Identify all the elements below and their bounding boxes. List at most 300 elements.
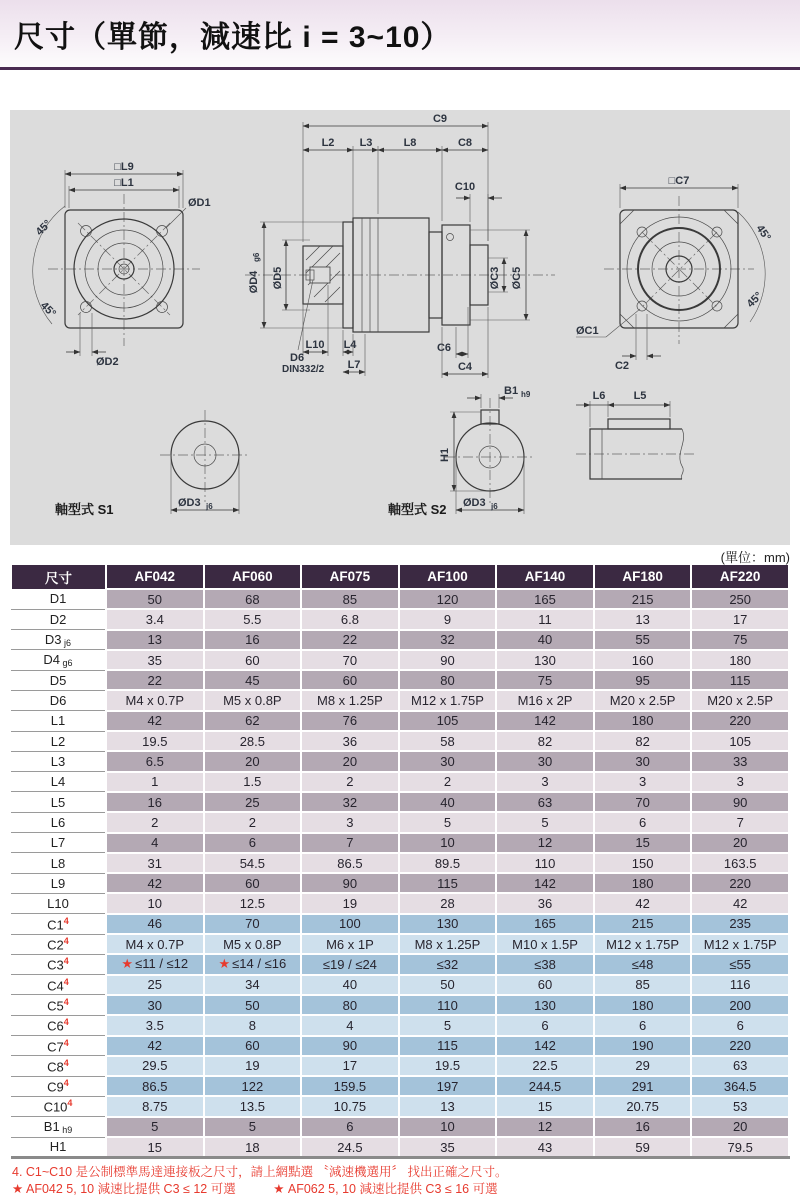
dimension-value-cell: ★ ≤11 / ≤12 xyxy=(106,954,204,974)
dimension-value-cell: 43 xyxy=(496,1137,594,1158)
dimension-value-cell: 19.5 xyxy=(399,1056,497,1076)
dimension-value-cell: 28.5 xyxy=(204,731,302,751)
table-row xyxy=(11,751,789,771)
dim-label-l9: □L9 xyxy=(114,161,134,173)
dimension-value-cell: 90 xyxy=(399,650,497,670)
dimension-value-cell: 5 xyxy=(496,812,594,832)
table-row xyxy=(11,1015,789,1035)
dimension-value-cell: 85 xyxy=(594,975,692,995)
dimension-value-cell: 40 xyxy=(496,630,594,650)
dimension-value-cell: M16 x 2P xyxy=(496,690,594,710)
dimension-value-cell: 30 xyxy=(106,995,204,1015)
dimension-value-cell: 7 xyxy=(691,812,789,832)
dimension-value-cell: 6.8 xyxy=(301,609,399,629)
dimension-value-cell: 35 xyxy=(106,650,204,670)
dim-label-l1: □L1 xyxy=(114,177,134,189)
dim-label-c6: C6 xyxy=(436,342,451,354)
dim-label-l5: L5 xyxy=(633,390,647,402)
dim-label-c4: C4 xyxy=(457,361,473,373)
dimension-value-cell: 95 xyxy=(594,670,692,690)
dimension-value-cell: 215 xyxy=(594,914,692,934)
dimension-value-cell: 3 xyxy=(594,772,692,792)
dimension-value-cell: 25 xyxy=(106,975,204,995)
row-label: D3 $_{j6}$ xyxy=(11,630,106,650)
table-row xyxy=(11,914,789,934)
dimension-value-cell: 120 xyxy=(399,589,497,609)
column-header: AF220 xyxy=(691,565,789,589)
dimension-value-cell: 50 xyxy=(204,995,302,1015)
dimension-value-cell: 12 xyxy=(496,833,594,853)
dimension-value-cell: 244.5 xyxy=(496,1076,594,1096)
dimension-value-cell: 3 xyxy=(691,772,789,792)
dimension-value-cell: ≤19 / ≤24 xyxy=(301,954,399,974)
dimension-value-cell: 86.5 xyxy=(301,853,399,873)
row-label: L3 xyxy=(11,751,106,771)
dimension-value-cell: 142 xyxy=(496,711,594,731)
dim-label-d4-fit: g6 xyxy=(252,252,261,262)
dim-label-c1: ØC1 xyxy=(576,325,599,337)
dimension-value-cell: 25 xyxy=(204,792,302,812)
table-row xyxy=(11,690,789,710)
table-row xyxy=(11,1137,789,1158)
dimension-value-cell: 116 xyxy=(691,975,789,995)
dimension-value-cell: 30 xyxy=(594,751,692,771)
shaft-type-s1-label: 軸型式 S1 xyxy=(55,502,114,517)
angle-label-45-right-top: 45° xyxy=(753,222,773,244)
dimension-value-cell: 54.5 xyxy=(204,853,302,873)
dimension-value-cell: 16 xyxy=(204,630,302,650)
dimension-value-cell: 75 xyxy=(691,630,789,650)
dimension-value-cell: 68 xyxy=(204,589,302,609)
dimension-value-cell: 90 xyxy=(301,1036,399,1056)
shaft-type-s1-view xyxy=(55,410,250,517)
table-row xyxy=(11,873,789,893)
row-label: L2 xyxy=(11,731,106,751)
dimension-value-cell: M5 x 0.8P xyxy=(204,934,302,954)
dimension-value-cell: 46 xyxy=(106,914,204,934)
dimension-value-cell: 235 xyxy=(691,914,789,934)
dimension-value-cell: 13 xyxy=(106,630,204,650)
dimension-value-cell: 13 xyxy=(399,1096,497,1116)
table-row xyxy=(11,975,789,995)
dimension-value-cell: 19 xyxy=(301,893,399,913)
dimension-value-cell: M20 x 2.5P xyxy=(691,690,789,710)
dimension-value-cell: M8 x 1.25P xyxy=(399,934,497,954)
table-row xyxy=(11,853,789,873)
dim-label-l8: L8 xyxy=(403,137,417,149)
dimension-value-cell: 42 xyxy=(691,893,789,913)
column-header: 尺寸 xyxy=(11,565,106,589)
dim-label-d5: ØD5 xyxy=(272,266,284,290)
table-row xyxy=(11,792,789,812)
row-label: D4 $_{g6}$ xyxy=(11,650,106,670)
dim-label-d3-fit-s2: j6 xyxy=(491,502,498,511)
row-label: D6 xyxy=(11,690,106,710)
shaft-type-s2-label: 軸型式 S2 xyxy=(388,502,447,517)
dimension-value-cell: 19 xyxy=(204,1056,302,1076)
dimension-value-cell: 6 xyxy=(204,833,302,853)
footnote-2 xyxy=(12,1181,788,1198)
dim-label-c2: C2 xyxy=(614,360,630,372)
dimension-value-cell: M6 x 1P xyxy=(301,934,399,954)
dimension-value-cell: 30 xyxy=(496,751,594,771)
dimension-table-head xyxy=(11,565,789,589)
row-label: $C2^4$ xyxy=(11,934,106,954)
dimension-value-cell: 18 xyxy=(204,1137,302,1158)
column-header: AF042 xyxy=(106,565,204,589)
dimension-value-cell: 42 xyxy=(106,1036,204,1056)
dimension-value-cell: 22.5 xyxy=(496,1056,594,1076)
dimension-value-cell: 17 xyxy=(301,1056,399,1076)
dim-label-c10: C10 xyxy=(454,181,476,193)
dim-label-c5: ØC5 xyxy=(511,266,523,290)
dimension-value-cell: 180 xyxy=(594,995,692,1015)
dimension-value-cell: 70 xyxy=(301,650,399,670)
dim-label-l3: L3 xyxy=(359,137,373,149)
dimension-value-cell: 24.5 xyxy=(301,1137,399,1158)
row-label: D1 xyxy=(11,589,106,609)
dim-label-c3: ØC3 xyxy=(489,266,501,290)
dimension-value-cell: 15 xyxy=(594,833,692,853)
dimension-value-cell: 34 xyxy=(204,975,302,995)
dim-label-d3-s1: ØD3 xyxy=(178,497,201,509)
dimension-value-cell: 28 xyxy=(399,893,497,913)
dimension-value-cell: 5.5 xyxy=(204,609,302,629)
dimension-value-cell: 130 xyxy=(399,914,497,934)
dimension-value-cell: 4 xyxy=(106,833,204,853)
dimension-value-cell: 6 xyxy=(691,1015,789,1035)
dimension-value-cell: 200 xyxy=(691,995,789,1015)
angle-label-45-top: 45° xyxy=(33,217,54,239)
dim-label-l6: L6 xyxy=(592,390,606,402)
dimension-value-cell: 19.5 xyxy=(106,731,204,751)
table-row xyxy=(11,731,789,751)
dimension-value-cell: 2 xyxy=(106,812,204,832)
dimension-value-cell: 110 xyxy=(496,853,594,873)
dimension-value-cell: 11 xyxy=(496,609,594,629)
dim-label-d2: ØD2 xyxy=(96,356,119,368)
dimension-value-cell: 3 xyxy=(496,772,594,792)
dim-label-d1: ØD1 xyxy=(188,197,211,209)
dimension-value-cell: 10 xyxy=(106,893,204,913)
dimension-value-cell: M5 x 0.8P xyxy=(204,690,302,710)
column-header: AF075 xyxy=(301,565,399,589)
dimension-value-cell: 13.5 xyxy=(204,1096,302,1116)
dimension-value-cell: 60 xyxy=(204,650,302,670)
table-row xyxy=(11,1096,789,1116)
dimension-value-cell: 35 xyxy=(399,1137,497,1158)
dimension-value-cell: 76 xyxy=(301,711,399,731)
dim-label-d6-standard: DIN332/2 xyxy=(282,364,325,375)
dimension-value-cell: 190 xyxy=(594,1036,692,1056)
dimension-value-cell: 6 xyxy=(496,1015,594,1035)
dimension-value-cell: ★ ≤14 / ≤16 xyxy=(204,954,302,974)
footnotes xyxy=(12,1164,788,1198)
dimension-value-cell: M12 x 1.75P xyxy=(691,934,789,954)
dimension-value-cell: ≤55 xyxy=(691,954,789,974)
dimension-value-cell: 115 xyxy=(691,670,789,690)
dimension-value-cell: 2 xyxy=(301,772,399,792)
row-label: L6 xyxy=(11,812,106,832)
row-label: L1 xyxy=(11,711,106,731)
dimension-value-cell: 5 xyxy=(399,812,497,832)
row-label: $C10^4$ xyxy=(11,1096,106,1116)
dimension-value-cell: 29 xyxy=(594,1056,692,1076)
dim-label-d4: ØD4 xyxy=(248,270,260,294)
dimension-value-cell: ≤32 xyxy=(399,954,497,974)
table-row xyxy=(11,630,789,650)
dimension-value-cell: 16 xyxy=(594,1117,692,1137)
dimension-value-cell: M10 x 1.5P xyxy=(496,934,594,954)
dimension-value-cell: 8 xyxy=(204,1015,302,1035)
table-row xyxy=(11,609,789,629)
dimension-value-cell: 20 xyxy=(691,1117,789,1137)
dimension-value-cell: 6.5 xyxy=(106,751,204,771)
technical-drawing-panel xyxy=(10,110,790,545)
dimension-value-cell: 22 xyxy=(106,670,204,690)
dimension-value-cell: 105 xyxy=(399,711,497,731)
column-header: AF140 xyxy=(496,565,594,589)
dimension-value-cell: 45 xyxy=(204,670,302,690)
row-label: D5 xyxy=(11,670,106,690)
dimension-value-cell: 29.5 xyxy=(106,1056,204,1076)
table-row xyxy=(11,650,789,670)
dimension-value-cell: 1 xyxy=(106,772,204,792)
dimension-value-cell: M20 x 2.5P xyxy=(594,690,692,710)
row-label: $C4^4$ xyxy=(11,975,106,995)
dimension-value-cell: 8.75 xyxy=(106,1096,204,1116)
dimension-value-cell: 4 xyxy=(301,1015,399,1035)
dimension-value-cell: 17 xyxy=(691,609,789,629)
dimension-value-cell: 15 xyxy=(496,1096,594,1116)
column-header: AF060 xyxy=(204,565,302,589)
dimension-value-cell: 50 xyxy=(399,975,497,995)
table-row xyxy=(11,1076,789,1096)
dimension-value-cell: 150 xyxy=(594,853,692,873)
dimension-value-cell: 79.5 xyxy=(691,1137,789,1158)
shaft-side-view xyxy=(576,390,696,479)
dimension-value-cell: M12 x 1.75P xyxy=(399,690,497,710)
row-label: H1 xyxy=(11,1137,106,1158)
dimension-value-cell: 3.5 xyxy=(106,1015,204,1035)
table-row xyxy=(11,1056,789,1076)
dimension-value-cell: 40 xyxy=(301,975,399,995)
dimension-value-cell: 90 xyxy=(301,873,399,893)
row-label: $C9^4$ xyxy=(11,1076,106,1096)
dimension-value-cell: 9 xyxy=(399,609,497,629)
row-label: L7 xyxy=(11,833,106,853)
side-section-view xyxy=(245,113,555,378)
dimension-value-cell: 32 xyxy=(399,630,497,650)
row-label: L5 xyxy=(11,792,106,812)
table-row xyxy=(11,934,789,954)
dim-label-l10: L10 xyxy=(305,339,325,351)
dimension-value-cell: 3 xyxy=(301,812,399,832)
dimension-value-cell: 180 xyxy=(594,873,692,893)
dimension-value-cell: 100 xyxy=(301,914,399,934)
dimension-value-cell: 89.5 xyxy=(399,853,497,873)
dimension-value-cell: 62 xyxy=(204,711,302,731)
dim-label-b1: B1 xyxy=(504,385,519,397)
dimension-value-cell: M12 x 1.75P xyxy=(594,934,692,954)
dimension-value-cell: 60 xyxy=(204,873,302,893)
dim-label-c7: □C7 xyxy=(668,175,690,187)
dimension-value-cell: 90 xyxy=(691,792,789,812)
header-row xyxy=(11,565,789,589)
dimension-value-cell: 82 xyxy=(594,731,692,751)
dimension-value-cell: 63 xyxy=(691,1056,789,1076)
dimension-value-cell: 142 xyxy=(496,873,594,893)
footnote-2a: ★ AF042 5, 10 減速比提供 C3 ≤ 12 可選 xyxy=(12,1182,236,1197)
dimension-value-cell: 12 xyxy=(496,1117,594,1137)
table-row xyxy=(11,772,789,792)
dim-label-d6: D6 xyxy=(290,352,305,364)
table-row xyxy=(11,954,789,974)
dimension-value-cell: 110 xyxy=(399,995,497,1015)
dimension-value-cell: M4 x 0.7P xyxy=(106,690,204,710)
dimension-value-cell: 6 xyxy=(594,812,692,832)
dimension-value-cell: 30 xyxy=(399,751,497,771)
dimension-value-cell: ≤38 xyxy=(496,954,594,974)
row-label: $C6^4$ xyxy=(11,1015,106,1035)
dimension-value-cell: ≤48 xyxy=(594,954,692,974)
dimension-value-cell: 70 xyxy=(594,792,692,812)
dimension-value-cell: 12.5 xyxy=(204,893,302,913)
dimension-value-cell: 364.5 xyxy=(691,1076,789,1096)
dimension-value-cell: 15 xyxy=(106,1137,204,1158)
dimension-value-cell: 197 xyxy=(399,1076,497,1096)
dimension-table-body xyxy=(11,589,789,1158)
dimension-value-cell: 53 xyxy=(691,1096,789,1116)
dimension-value-cell: 130 xyxy=(496,995,594,1015)
dimension-value-cell: 2 xyxy=(399,772,497,792)
dimension-value-cell: 75 xyxy=(496,670,594,690)
dimension-value-cell: 82 xyxy=(496,731,594,751)
dimension-value-cell: 5 xyxy=(204,1117,302,1137)
row-label: $C5^4$ xyxy=(11,995,106,1015)
dimension-value-cell: 10 xyxy=(399,833,497,853)
table-row xyxy=(11,1117,789,1137)
dimension-value-cell: M4 x 0.7P xyxy=(106,934,204,954)
dimension-value-cell: 36 xyxy=(301,731,399,751)
dimension-value-cell: 115 xyxy=(399,1036,497,1056)
dimension-value-cell: 5 xyxy=(399,1015,497,1035)
dimension-value-cell: 142 xyxy=(496,1036,594,1056)
dimension-value-cell: 220 xyxy=(691,1036,789,1056)
dimension-value-cell: 220 xyxy=(691,711,789,731)
dimension-value-cell: 22 xyxy=(301,630,399,650)
angle-label-45-right-bottom: 45° xyxy=(744,289,765,311)
front-view-right xyxy=(576,175,773,372)
dim-label-h1: H1 xyxy=(439,447,451,463)
dim-label-l2: L2 xyxy=(321,137,335,149)
dimension-value-cell: 180 xyxy=(594,711,692,731)
dimension-value-cell: 165 xyxy=(496,589,594,609)
dim-label-d3-s2: ØD3 xyxy=(463,497,486,509)
table-row xyxy=(11,711,789,731)
row-label: $C8^4$ xyxy=(11,1056,106,1076)
dimension-value-cell: 20 xyxy=(204,751,302,771)
row-label: L10 xyxy=(11,893,106,913)
dimension-value-cell: 20.75 xyxy=(594,1096,692,1116)
dimension-value-cell: 7 xyxy=(301,833,399,853)
dimension-value-cell: 42 xyxy=(594,893,692,913)
dimension-value-cell: 55 xyxy=(594,630,692,650)
dimension-value-cell: 85 xyxy=(301,589,399,609)
dimension-value-cell: 31 xyxy=(106,853,204,873)
dimension-value-cell: 105 xyxy=(691,731,789,751)
row-label: $C7^4$ xyxy=(11,1036,106,1056)
table-row xyxy=(11,1036,789,1056)
dimension-value-cell: 20 xyxy=(691,833,789,853)
table-row xyxy=(11,812,789,832)
dimension-value-cell: 59 xyxy=(594,1137,692,1158)
page-title: 尺寸（單節，減速比 i = 3~10） xyxy=(14,20,452,54)
dimension-value-cell: 40 xyxy=(399,792,497,812)
table-row xyxy=(11,670,789,690)
page-title-bar xyxy=(0,0,800,70)
dim-label-c8: C8 xyxy=(457,137,473,149)
dimension-value-cell: 6 xyxy=(594,1015,692,1035)
dimension-value-cell: 36 xyxy=(496,893,594,913)
dimension-value-cell: 80 xyxy=(301,995,399,1015)
dimension-value-cell: 165 xyxy=(496,914,594,934)
dimension-value-cell: 60 xyxy=(496,975,594,995)
dimension-value-cell: 5 xyxy=(106,1117,204,1137)
dimension-value-cell: 20 xyxy=(301,751,399,771)
row-label: L8 xyxy=(11,853,106,873)
table-row xyxy=(11,833,789,853)
dimension-value-cell: 13 xyxy=(594,609,692,629)
dimension-value-cell: 163.5 xyxy=(691,853,789,873)
column-header: AF180 xyxy=(594,565,692,589)
shaft-type-s2-view xyxy=(388,385,535,517)
row-label: L4 xyxy=(11,772,106,792)
dimension-value-cell: 122 xyxy=(204,1076,302,1096)
row-label: D2 xyxy=(11,609,106,629)
dimension-value-cell: 58 xyxy=(399,731,497,751)
dimension-value-cell: 16 xyxy=(106,792,204,812)
dimension-value-cell: 10.75 xyxy=(301,1096,399,1116)
dimension-value-cell: 2 xyxy=(204,812,302,832)
angle-label-45-bottom: 45° xyxy=(37,299,59,320)
row-label: $C1^4$ xyxy=(11,914,106,934)
dimension-value-cell: 1.5 xyxy=(204,772,302,792)
front-view-left xyxy=(33,161,211,368)
dimension-value-cell: 6 xyxy=(301,1117,399,1137)
dimension-value-cell: 70 xyxy=(204,914,302,934)
footnote-1: 4. C1~C10 是公制標準馬達連接板之尺寸，請上網點選 〝減速機選用〞 找出正確之尺寸。 xyxy=(12,1165,508,1180)
column-header: AF100 xyxy=(399,565,497,589)
dimension-value-cell: 250 xyxy=(691,589,789,609)
dimension-value-cell: 42 xyxy=(106,711,204,731)
dimension-value-cell: M8 x 1.25P xyxy=(301,690,399,710)
row-label: $C3^4$ xyxy=(11,954,106,974)
dimension-value-cell: 160 xyxy=(594,650,692,670)
dimension-value-cell: 86.5 xyxy=(106,1076,204,1096)
dimension-table xyxy=(10,565,790,1159)
dimension-value-cell: 42 xyxy=(106,873,204,893)
table-row xyxy=(11,589,789,609)
dimension-value-cell: 50 xyxy=(106,589,204,609)
row-label: L9 xyxy=(11,873,106,893)
dim-label-l4: L4 xyxy=(343,339,357,351)
dim-label-c9: C9 xyxy=(432,113,448,125)
dimension-value-cell: 220 xyxy=(691,873,789,893)
dim-label-d3-fit-s1: j6 xyxy=(206,502,213,511)
unit-note: (單位：mm) xyxy=(720,550,790,565)
dimension-value-cell: 32 xyxy=(301,792,399,812)
